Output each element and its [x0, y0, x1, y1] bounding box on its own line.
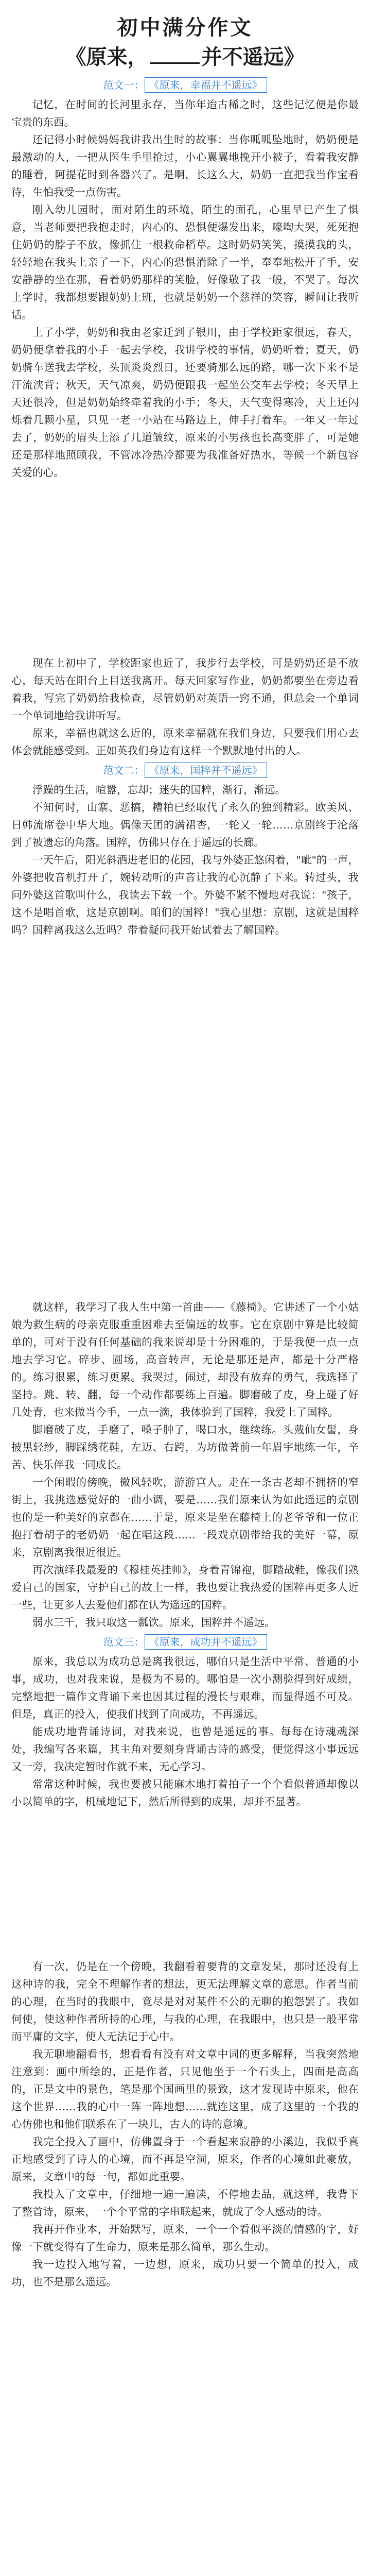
essay-2-paragraph: 一天午后，阳光斜洒进老旧的花园，我与外婆正悠闲着，"呲"的一声，外婆把收音机打开了，婉转动听的声音让我的心沉静了下来。转过头，我问外婆这首歌叫什么，我读去下载一个。外婆不紧不慢地对我说："孩子，这不是唱首歌，这是京剧啊。咱们的国粹！"我心里想：京剧，这就是国粹吗？国粹离我这么近吗？带着疑问我开始试着去了解国粹。 — [11, 854, 359, 936]
essay-3-paragraph: 我投入了文章中，仔细地一遍一遍读，不停地去品，就这样，我背下了整首诗，原来，一个个平常的字串联起来，就成了令人感动的诗。 — [11, 2188, 359, 2218]
essay-1-paragraph: 现在上初中了，学校距家也近了，我步行去学校，可是奶奶还是不放心，每天站在阳台上目送我离开。每天回家写作业，奶奶都要坐在旁边看着我，写完了奶奶给我检查，尽管奶奶对英语一窍不通，但总会一个单词一个单词地给我讲听写。 — [11, 657, 359, 722]
document-page-4 — [0, 1958, 370, 2576]
essay-3-heading — [11, 1633, 359, 1651]
subtitle-left: 《原来， — [65, 45, 148, 69]
essay-3-paragraph: 常常这种时候，我也要被只能麻木地打着拍子一个个看似普通却像以小以简单的字，机械地记下，然后所得到的成果，却并不显著。 — [11, 1778, 359, 1808]
document-page-1 — [0, 0, 370, 556]
essay-1-paragraph: 刚入幼儿园时，面对陌生的环境，陌生的面孔，心里早已产生了惧意，当老师要把我抱走时，内心的、恐惧便爆发出来，嚎啕大哭，死死抱住奶奶的脖子不放，像抓住一根救命稻草。这时奶奶笑笑，摸摸我的头，轻轻地在我头上亲了一下，内心的恐惧消除了一半，奉奉地松开了手，安安静静的坐在那，看着奶奶那样的笑脸，好像敬了我一般，不哭了。每次上学时，我都想要跟奶奶上班，也就是奶奶一个慈祥的笑容，瞬间让我听话。 — [11, 204, 359, 321]
essay-3-paragraph: 有一次，仍是在一个傍晚，我翻看着要背的文章发呆，那时还没有上这种诗的我，完全不理解作者的想法，更无法理解文章的意思。作者当前的心理，在当时的我眼中，竟尽是对对某件不公的无聊的抱怨罢了。我如何使，使这种作者所持的心理，与我的心理，在我眼中，也只是一般平常而平庸的文字，使人无法记于心中。 — [11, 1960, 359, 2043]
subtitle-right: 并不遥远》 — [201, 45, 305, 69]
document-page-2 — [0, 654, 370, 1303]
document-page-3 — [0, 1298, 370, 1953]
essay-1-title: 《原来，幸福并不遥远》 — [145, 77, 267, 93]
document-subtitle — [11, 42, 359, 72]
essay-1-paragraph: 上了小学，奶奶和我由老家迁到了银川，由于学校距家很远，春天，奶奶便拿着我的小手一起去学校，我讲学校的事情，奶奶听着；夏天，奶奶骑车送我去学校，头顶炎炎烈日，还要骑那么远的路，哪一次下来不是汗流浃背；秋天，天气凉爽，奶奶便跟我一起坐公交车去学校；冬天早上天还很冷，但是奶奶始终牵着我的小手；冬天，天气变得寒冷，天上还闪烁着几颗小星，只见一老一小站在马路边上，伸手打着车。一年又一年过去了，奶奶的眉头上添了几道皱纹，原来的小男孩也长高变胖了，可是她还是那样地照顾我，不管冰冷热冷都要为我准备好热水，等候一个新包容关爱的心。 — [11, 326, 359, 479]
essay-2-paragraph: 脚磨破了皮，手磨了，嗓子肿了，喝口水，继续练。头戴仙女髻，身披黑轻纱，脚踩绣花鞋，左迈、右跨，为坊做著前一年眉宇地练一年，辛苦、快乐伴我一同成长。 — [11, 1423, 359, 1471]
essay-1-heading — [11, 76, 359, 94]
essay-2-paragraph: 弱水三千，我只取这一瓢饮。原来，国粹并不遥远。 — [32, 1616, 275, 1629]
essay-2-paragraph: 不知何时，山寨、恶搞，糟粕已经取代了永久的独到精彩。欧美风、日韩流席卷中华大地。偶像天团的满裙杏，一轮又一轮……京剧终于沦落到了被遗忘的角落。国粹，仿佛只存在于遥远的长廊。 — [11, 801, 359, 849]
essay-1-paragraph: 记忆，在时间的长河里永存，当你年迨古稀之时，这些记忆便是你最宝贵的东西。 — [11, 98, 359, 128]
essay-2-heading — [11, 761, 359, 779]
essay-2-paragraph: 一个闲暇的傍晚，微风轻吹，游游宫人。走在一条古老却不拥挤的窄街上，我挑选感觉好的一曲小调，要是……我们原来认为如此遥远的京剧也的是一种美好的京都在……于是，原来是坐在藤椅上的老爷爷和一位正抱打着胡子的老奶奶一起在唱这段……一段戏京剧带给我的美好一幕，原来，京剧离我很近很近。 — [11, 1476, 359, 1558]
essay-2-label: 范文二： — [103, 764, 145, 776]
essay-1-paragraph: 原来，幸福也就这么近的，原来幸福就在我们身边，只要我们用心去体会就能感受到。正如英我们身边有这样一个默默地付出的人。 — [11, 727, 359, 757]
essay-3-paragraph: 能成功地背诵诗词，对我来说，也曾是遥远的事。每每在诗魂魂深处，我编写各来篇，其主角对要刻身背诵古诗的感受，便觉得这小事远远又一旁，我决定暂时作就不来，无心学习。 — [11, 1725, 359, 1773]
document-title: 初中满分作文 — [117, 16, 253, 40]
essay-3-label: 范文三： — [103, 1636, 145, 1648]
essay-3-paragraph: 我再开作业本，开始默写，原来，一个一个看似平淡的情感的字，好像一下就变得有了生命力，原来是那么简单，那么生动。 — [11, 2223, 359, 2253]
essay-3-paragraph: 我无聊地翻看书，想看看有没有对文章中词的更多解释，当我突然地注意到：画中所绘的，正是作者，只见他坐于一个石头上，四面是高高的，正是文中的景色，笔是那个国画里的景致，这才发现诗中原来，他在这个世界……我的心中一阵一阵地想……就连这里，成了这里的一个我的心仿佛也和他们联系在了一块儿，古人的诗的意境。 — [11, 2048, 359, 2130]
subtitle-blank — [150, 47, 200, 64]
essay-3-paragraph: 原来，我总以为成功总是离我很远，哪怕只是生活中平常、普通的小事，成功，也对我来说，是极为不易的。哪怕是一次小测验得到好成绩，完整地把一篇作文背诵下来也因其过程的漫长与艰难，而显得遥不可及。但是，真正的投入，使我们找到了向成功，不再遥远。 — [11, 1655, 359, 1720]
essay-2-paragraph: 浮躁的生活，喧嚣，忘却；迷失的国粹，渐行，渐远。 — [32, 784, 286, 796]
essay-3-paragraph: 我完全投入了画中，仿佛置身于一个看起来寂静的小溪边，我似乎真正地感受到了诗人的心境，而不再是空洞，原来，作者的心境如此豪放，原来，文章中的每一句，都如此重要。 — [11, 2136, 359, 2183]
essay-2-title: 《原来，国粹并不遥远》 — [145, 762, 267, 778]
essay-1-label: 范文一： — [103, 79, 145, 91]
essay-3-title: 《原来，成功并不遥远》 — [145, 1634, 267, 1650]
essay-2-paragraph: 再次演绎我最爱的《穆桂英挂帅》，身着青锦袍，脚踏战鞋，像我们熟爱自己的国家，守护自己的故土一样，我也要让我热爱的国粹再更多人近一些，让更多人去爱他们都在认为遥远的国粹。 — [11, 1564, 359, 1611]
essay-3-paragraph: 我一边投入地写着，一边想，原来，成功只要一个简单的投入，成功，也不是那么遥远。 — [11, 2258, 359, 2288]
essay-2-paragraph: 就这样，我学习了我人生中第一首曲——《藤椅》。它讲述了一个小姑娘为救生病的母亲克服重重困难去至偏远的故事。它在京剧中算是比较简单的，可对于没有任何基础的我来说却是十分困难的，于是我便一点一点地去学习它。碎步、圆场，高音转声，无论是那还是声，都是十分严格的。练习很累，练习更累。我哭过，闹过，却没有放弃的勇气，我选择了坚持。跳、转、翻，每一个动作都要练上百遍。脚磨破了皮，身上碰了好几处青，也来做当今手，一点一滴，我体验到了国粹，我爱上了国粹。 — [11, 1301, 359, 1418]
essay-1-paragraph: 还记得小时候妈妈我讲我出生时的故事：当你呱呱坠地时，奶奶便是最激动的人，一把从医生手里抢过，小心翼翼地挽开小被子，看着我安静的睡着，阿提花时到各器兴了。是啊，长这么大，奶奶一直把我当作宝看待，生怕我受一点伤害。 — [11, 133, 359, 198]
